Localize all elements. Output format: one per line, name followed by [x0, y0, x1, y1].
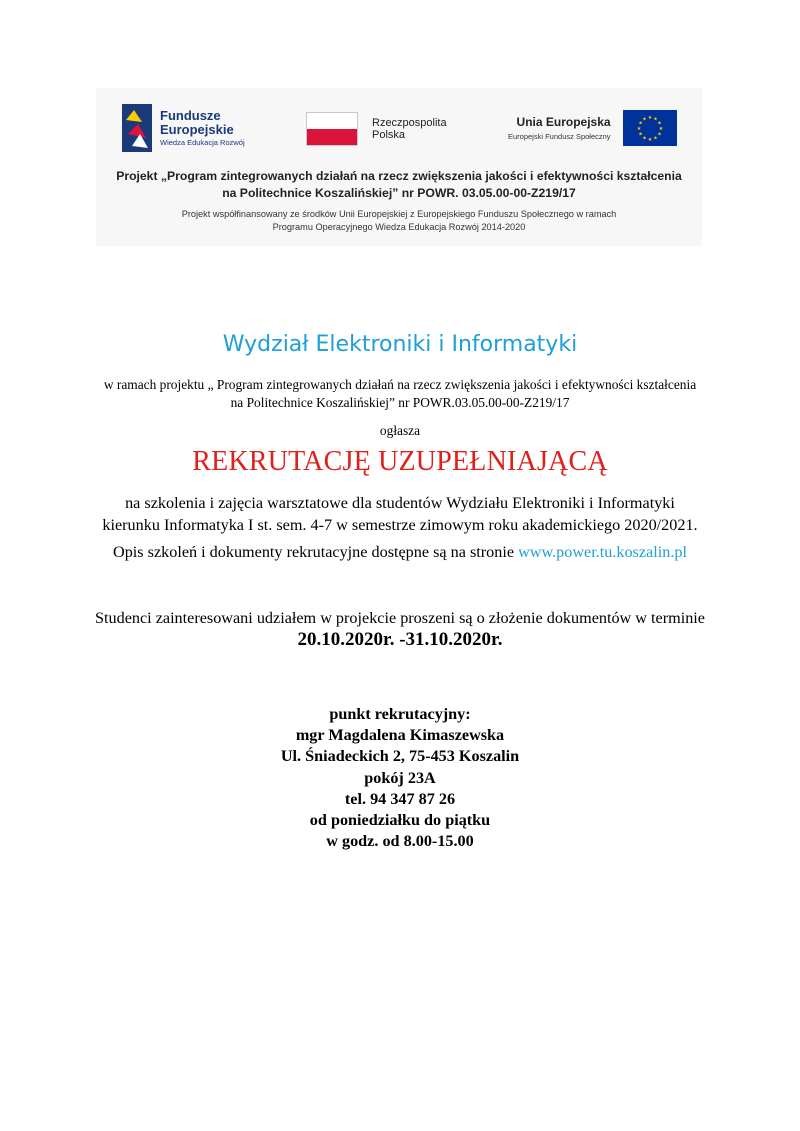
svg-text:★: ★ — [636, 126, 641, 132]
contact-block — [0, 704, 800, 852]
rp-logo-line1: Rzeczpospolita — [372, 116, 447, 129]
contact-hours: w godz. od 8.00-15.00 — [326, 832, 474, 851]
desc-line2: kierunku Informatyka I st. sem. 4-7 w semestrze zimowym roku akademickiego 2020/2021. — [102, 516, 698, 534]
svg-text:★: ★ — [637, 120, 643, 127]
svg-text:★: ★ — [656, 131, 662, 138]
svg-text:★: ★ — [652, 116, 658, 123]
contact-phone: tel. 94 347 87 26 — [344, 789, 456, 808]
deadline-dates: 20.10.2020r. -31.10.2020r. — [297, 629, 503, 650]
svg-text:★: ★ — [658, 126, 663, 132]
project-title — [96, 168, 702, 202]
svg-text:★: ★ — [641, 135, 647, 142]
intro-paragraph — [0, 376, 800, 412]
cofinance-note — [96, 208, 702, 234]
intro-line1: w ramach projektu „ Program zintegrowanych działań na rzecz zwiększenia jakości i efektywności kształcenia — [103, 377, 697, 392]
intro-line2: na Politechnice Koszalińskiej” nr POWR.03.05.00-00-Z219/17 — [230, 395, 570, 410]
description-paragraph — [0, 492, 800, 536]
fe-logo-line1: Fundusze — [160, 108, 221, 124]
rp-logo-line2: Polska — [372, 129, 406, 141]
cofinance-line1: Projekt współfinansowany ze środków Unii Europejskiej z Europejskiego Funduszu Społecznego w ramach — [181, 209, 617, 219]
students-text: Studenci zainteresowani udziałem w projekcie proszeni są o złożenie dokumentów w terminie — [95, 609, 705, 627]
fundusze-europejskie-logo-icon — [122, 104, 152, 152]
fe-logo-line3: Wiedza Edukacja Rozwój — [160, 137, 245, 147]
ue-logo-line2: Europejski Fundusz Społeczny — [508, 132, 611, 141]
contact-label: punkt rekrutacyjny: — [329, 705, 471, 723]
fe-logo-line2: Europejskie — [160, 122, 234, 138]
project-title-line2: na Politechnice Koszalińskiej” nr POWR. 03.05.00-00-Z219/17 — [222, 186, 576, 200]
contact-days: od poniedziałku do piątku — [309, 811, 491, 830]
svg-text:★: ★ — [637, 131, 643, 138]
documents-paragraph — [0, 541, 800, 563]
unia-europejska-logo — [508, 110, 677, 146]
svg-text:★: ★ — [652, 135, 658, 142]
rzeczpospolita-polska-logo — [306, 112, 447, 146]
headline: REKRUTACJĘ UZUPEŁNIAJĄCĄ — [192, 446, 608, 477]
desc-line1: na szkolenia i zajęcia warsztatowe dla studentów Wydziału Elektroniki i Informatyki — [125, 494, 675, 512]
svg-text:★: ★ — [647, 137, 652, 143]
docs-text: Opis szkoleń i dokumenty rekrutacyjne dostępne są na stronie — [113, 543, 515, 561]
ue-logo-line1: Unia Europejska — [516, 115, 611, 129]
project-title-line1: Projekt „Program zintegrowanych działań na rzecz zwiększenia jakości i efektywności kształcenia — [116, 169, 682, 183]
contact-room: pokój 23A — [364, 768, 436, 787]
polish-flag-icon — [306, 112, 358, 146]
announces-text: ogłasza — [379, 423, 421, 438]
svg-text:★: ★ — [647, 115, 652, 121]
contact-address: Ul. Śniadeckich 2, 75-453 Koszalin — [280, 747, 520, 766]
website-link[interactable]: www.power.tu.koszalin.pl — [518, 543, 687, 561]
contact-person: mgr Magdalena Kimaszewska — [295, 726, 505, 745]
fundusze-europejskie-logo — [122, 104, 245, 152]
svg-text:★: ★ — [656, 120, 662, 127]
eu-flag-icon — [623, 110, 677, 146]
cofinance-line2: Programu Operacyjnego Wiedza Edukacja Rozwój 2014-2020 — [272, 222, 526, 232]
faculty-title: Wydział Elektroniki i Informatyki — [222, 332, 578, 357]
svg-text:★: ★ — [641, 116, 647, 123]
